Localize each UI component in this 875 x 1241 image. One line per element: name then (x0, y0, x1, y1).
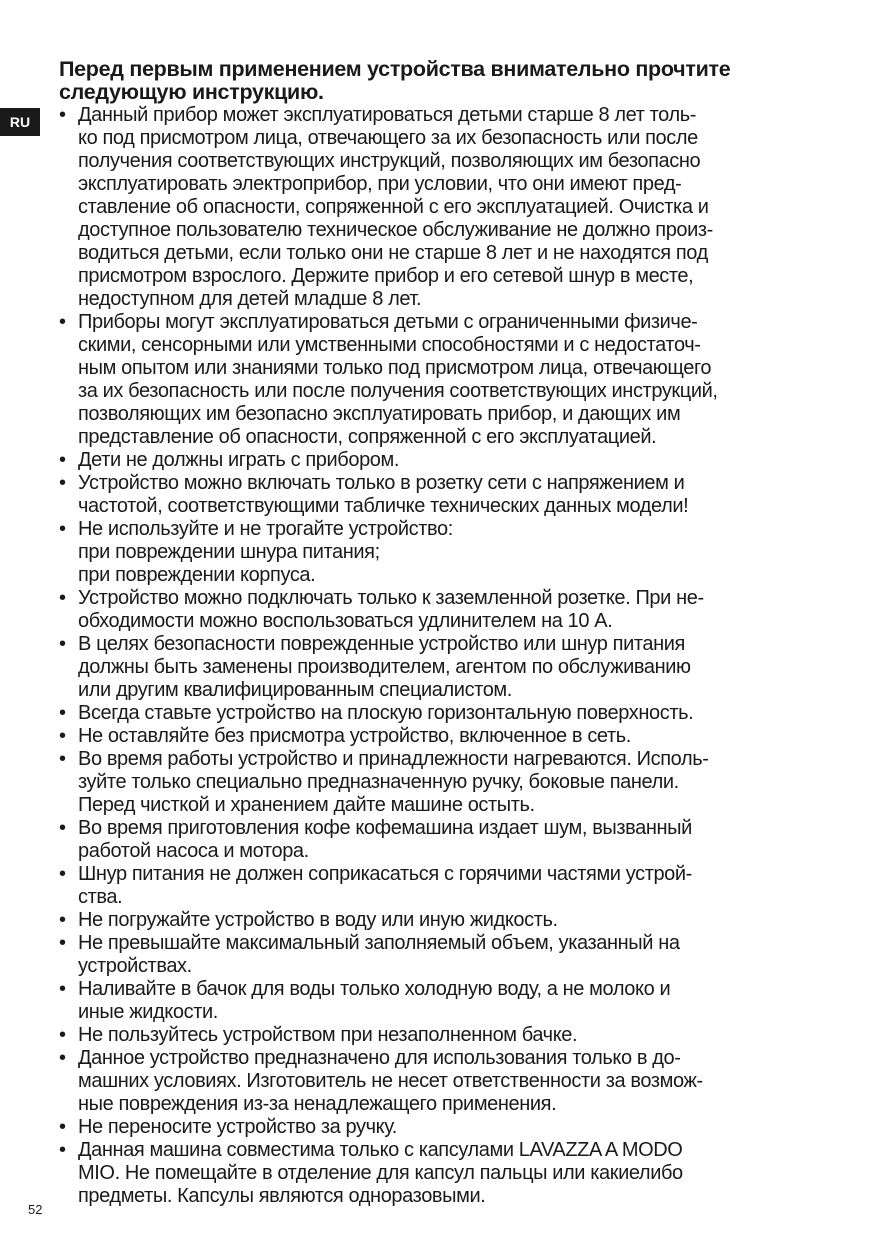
bullet-icon: • (59, 472, 66, 494)
bullet-icon: • (59, 1047, 66, 1069)
bullet-icon: • (59, 449, 66, 471)
bullet-icon: • (59, 909, 66, 931)
list-item-text: Данный прибор может эксплуатироваться детьми старше 8 лет толь- ко под присмотром лица, отвечающего за их безопасность или после получения соответствующих инструкций, позволяющих им безопасно эксплуатировать электроприбор, при условии, что они имеют пред- ставление об опасности, сопряженной с его эксплуатацией. Очистка и доступное пользователю техническое обслуживание не должно произ- водиться детьми, если только они не старше 8 лет и не находятся под присмотром взрослого. Держите прибор и его сетевой шнур в месте, недоступном для детей младше 8 лет. (78, 104, 713, 310)
list-item (59, 633, 819, 702)
bullet-icon: • (59, 104, 66, 126)
bullet-icon: • (59, 311, 66, 333)
list-item (59, 104, 819, 311)
list-item-text: Устройство можно включать только в розетку сети с напряжением и частотой, соответствующими табличке технических данных модели! (78, 472, 689, 517)
list-item-text: Данная машина совместима только с капсулами LAVAZZA A MODO MIO. Не помещайте в отделение для капсул пальцы или какиелибо предметы. Капсулы являются одноразовыми. (78, 1139, 683, 1207)
safety-instructions (59, 58, 819, 1208)
list-item (59, 748, 819, 817)
list-item-text: Приборы могут эксплуатироваться детьми с ограниченными физиче- скими, сенсорными или умственными способностями и с недостаточ- ным опытом или знаниями только под присмотром лица, отвечающего за их безопасность или после получения соответствующих инструкций, позволяющих им безопасно эксплуатировать прибор, и дающих им представление об опасности, сопряженной с его эксплуатацией. (78, 311, 718, 448)
list-item (59, 817, 819, 863)
list-item-text: Устройство можно подключать только к заземленной розетке. При не- обходимости можно воспользоваться удлинителем на 10 А. (78, 587, 704, 632)
bullet-icon: • (59, 725, 66, 747)
bullet-icon: • (59, 633, 66, 655)
bullet-icon: • (59, 1139, 66, 1161)
bullet-icon: • (59, 518, 66, 540)
list-item-text: Шнур питания не должен соприкасаться с горячими частями устрой- ства. (78, 863, 692, 908)
bullet-icon: • (59, 587, 66, 609)
page-number: 52 (28, 1202, 43, 1217)
list-item-text: Дети не должны играть с прибором. (78, 449, 400, 471)
bullet-icon: • (59, 1024, 66, 1046)
bullet-icon: • (59, 978, 66, 1000)
list-item-text: В целях безопасности поврежденные устройство или шнур питания должны быть заменены производителем, агентом по обслуживанию или другим квалифицированным специалистом. (78, 633, 691, 701)
list-item-text: Во время работы устройство и принадлежности нагреваются. Исполь- зуйте только специально предназначенную ручку, боковые панели. Перед чисткой и хранением дайте машине остыть. (78, 748, 709, 816)
bullet-icon: • (59, 817, 66, 839)
list-item-text: Не оставляйте без присмотра устройство, включенное в сеть. (78, 725, 631, 747)
bullet-icon: • (59, 1116, 66, 1138)
list-item-text: Не переносите устройство за ручку. (78, 1116, 397, 1138)
bullet-icon: • (59, 702, 66, 724)
list-item-text: Всегда ставьте устройство на плоскую горизонтальную поверхность. (78, 702, 694, 724)
list-item (59, 978, 819, 1024)
bullet-icon: • (59, 932, 66, 954)
list-item-text: Не превышайте максимальный заполняемый объем, указанный на устройствах. (78, 932, 680, 977)
list-item (59, 311, 819, 449)
list-item (59, 1047, 819, 1116)
list-item (59, 1024, 819, 1047)
safety-rules-list (59, 104, 819, 1208)
list-item (59, 725, 819, 748)
list-item-text: Данное устройство предназначено для использования только в до- машних условиях. Изготовитель не несет ответственности за возмож- ные повреждения из-за ненадлежащего применения. (78, 1047, 703, 1115)
list-item (59, 932, 819, 978)
list-item (59, 1139, 819, 1208)
list-item (59, 472, 819, 518)
list-item (59, 1116, 819, 1139)
page-heading: Перед первым применением устройства внимательно прочтите следующую инструкцию. (59, 57, 731, 104)
list-item (59, 909, 819, 932)
list-item (59, 449, 819, 472)
language-tab: RU (0, 108, 40, 136)
list-item (59, 863, 819, 909)
bullet-icon: • (59, 748, 66, 770)
list-item (59, 702, 819, 725)
list-item (59, 518, 819, 587)
list-item-text: Наливайте в бачок для воды только холодную воду, а не молоко и иные жидкости. (78, 978, 671, 1023)
list-item-text: Не используйте и не трогайте устройство: при повреждении шнура питания; при повреждении корпуса. (78, 518, 453, 586)
list-item-text: Во время приготовления кофе кофемашина издает шум, вызванный работой насоса и мотора. (78, 817, 692, 862)
list-item (59, 587, 819, 633)
bullet-icon: • (59, 863, 66, 885)
list-item-text: Не погружайте устройство в воду или иную жидкость. (78, 909, 558, 931)
list-item-text: Не пользуйтесь устройством при незаполненном бачке. (78, 1024, 578, 1046)
